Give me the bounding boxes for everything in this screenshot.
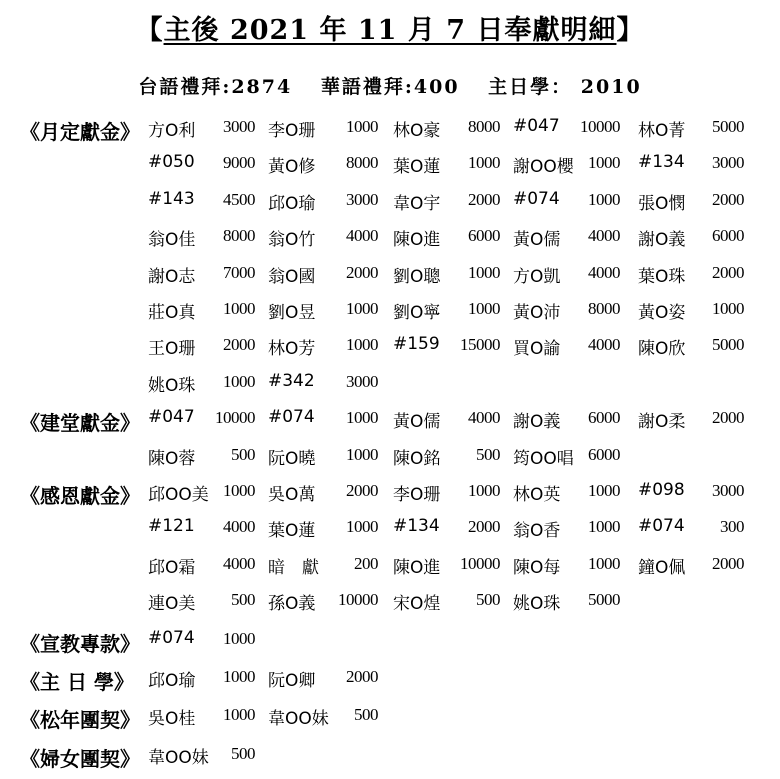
donation-row — [148, 704, 770, 740]
donor-name: 韋OO妹 — [148, 747, 209, 768]
donation-entry — [268, 704, 378, 740]
donation-rows — [148, 666, 770, 702]
section-label: 《宣教專款》 — [20, 631, 140, 656]
donor-name: #074 — [268, 407, 315, 428]
donor-name: 林O豪 — [393, 121, 441, 141]
donation-amount: 2000 — [712, 553, 744, 573]
donation-amount: 2000 — [346, 262, 378, 282]
donation-entry — [268, 407, 378, 443]
donation-entry — [513, 589, 620, 625]
donation-amount: 1000 — [468, 481, 500, 500]
donation-entry — [393, 516, 500, 552]
donor-name: 陳O銘 — [393, 448, 441, 469]
donation-entry — [268, 589, 378, 625]
donation-entry — [638, 225, 744, 261]
donation-amount: 1000 — [346, 335, 378, 355]
donation-amount: 1000 — [346, 117, 378, 136]
donor-name: 黃O姿 — [638, 302, 686, 323]
donation-entry — [513, 553, 620, 589]
donation-entry — [638, 553, 744, 589]
donation-amount: 6000 — [588, 408, 620, 428]
donation-amount: 8000 — [468, 117, 500, 136]
donation-entry — [393, 298, 500, 334]
donation-amount: 2000 — [346, 667, 378, 686]
donor-name: 阮O卿 — [268, 671, 316, 691]
donation-entry — [393, 407, 500, 443]
donation-entry — [513, 152, 620, 188]
donor-name: #074 — [638, 516, 685, 537]
donor-name: #050 — [148, 152, 195, 173]
donor-name: #121 — [148, 516, 195, 537]
donor-name: #143 — [148, 188, 195, 209]
donation-rows — [148, 480, 770, 626]
donation-amount: 1000 — [346, 408, 378, 428]
section-label: 《婦女團契》 — [20, 746, 140, 771]
donation-amount: 1000 — [346, 444, 378, 464]
donor-name: 張O憫 — [638, 193, 686, 214]
donation-row — [148, 189, 770, 225]
donation-amount: 1000 — [223, 667, 255, 686]
donation-entry — [638, 116, 744, 152]
donor-name: 陳O欣 — [638, 339, 686, 360]
donor-name: 葉O蓮 — [268, 521, 316, 542]
title-open-bracket: 【 — [135, 15, 164, 46]
donation-entry — [393, 334, 500, 370]
section-label: 《建堂獻金》 — [20, 411, 140, 436]
donation-amount: 3000 — [712, 481, 744, 500]
donor-name: 林O芳 — [268, 339, 316, 360]
donation-amount: 2000 — [712, 189, 744, 209]
donation-amount: 10000 — [580, 117, 620, 136]
donation-entry — [513, 225, 620, 261]
donation-entry — [638, 152, 744, 188]
donation-amount: 2000 — [223, 335, 255, 355]
taiwanese-worship-count: 台語禮拜:2874 — [138, 76, 293, 98]
donation-entry — [148, 407, 255, 443]
donation-rows — [148, 116, 770, 407]
donation-amount: 2000 — [712, 408, 744, 428]
donation-entry — [638, 189, 744, 225]
sunday-school-count: 主日學： 2010 — [488, 76, 642, 98]
donation-amount: 300 — [720, 517, 744, 537]
donation-entry — [268, 225, 378, 261]
donor-name: #074 — [513, 188, 560, 209]
donor-name: 邱O瑜 — [148, 671, 196, 691]
donation-entry — [148, 334, 255, 370]
donation-amount: 10000 — [338, 590, 378, 610]
donation-entry — [148, 262, 255, 298]
section-label: 《感恩獻金》 — [20, 484, 140, 508]
donor-name: 韋OO妹 — [268, 709, 329, 730]
page-title — [0, 8, 780, 47]
donation-entry — [148, 371, 255, 407]
donation-entry — [513, 516, 620, 552]
donor-name: 陳O蓉 — [148, 448, 196, 469]
donation-row — [148, 225, 770, 261]
donation-row — [148, 743, 770, 779]
donation-amount: 4000 — [588, 226, 620, 246]
donation-entry — [268, 553, 378, 589]
donor-name: #159 — [393, 334, 440, 355]
donation-entry — [513, 480, 620, 516]
donation-entry — [393, 589, 500, 625]
donation-row — [148, 628, 770, 664]
donation-amount: 1000 — [588, 517, 620, 537]
donation-rows — [148, 704, 770, 740]
donation-entry — [638, 516, 744, 552]
donation-entry — [148, 444, 255, 480]
donor-name: 翁O香 — [513, 521, 561, 542]
donation-rows — [148, 628, 770, 664]
donor-name: #074 — [148, 627, 195, 648]
donor-name: 葉O蓮 — [393, 157, 441, 178]
donation-row — [148, 553, 770, 589]
donation-row — [148, 334, 770, 370]
donation-amount: 4500 — [223, 189, 255, 209]
donation-entry — [268, 152, 378, 188]
donor-name: #134 — [393, 516, 440, 537]
donor-name: 劉O聰 — [393, 266, 441, 287]
donation-amount: 6000 — [468, 226, 500, 246]
donation-entry — [513, 298, 620, 334]
donor-name: 劉O寧 — [393, 302, 441, 323]
donor-name: 莊O真 — [148, 302, 196, 323]
donor-name: 林O菁 — [638, 121, 686, 141]
donation-amount: 4000 — [468, 408, 500, 428]
donation-entry — [148, 189, 255, 225]
donation-amount: 9000 — [223, 153, 255, 173]
donation-amount: 7000 — [223, 262, 255, 282]
donation-entry — [638, 407, 744, 443]
donation-row — [148, 152, 770, 188]
donation-amount: 500 — [476, 444, 500, 464]
donation-entry — [393, 189, 500, 225]
donor-name: 黃O儒 — [513, 230, 561, 251]
donor-name: #047 — [148, 407, 195, 428]
donation-entry — [268, 444, 378, 480]
donation-amount: 5000 — [712, 117, 744, 136]
donation-entry — [638, 298, 744, 334]
donation-entry — [148, 480, 255, 516]
donor-name: #047 — [513, 116, 560, 136]
donor-name: 黃O儒 — [393, 412, 441, 433]
donation-entry — [268, 116, 378, 152]
donor-name: #134 — [638, 152, 685, 173]
donor-name: 鐘O佩 — [638, 557, 686, 578]
donation-entry — [393, 444, 500, 480]
donor-name: 劉O昱 — [268, 302, 316, 323]
donor-name: 李O珊 — [393, 485, 441, 505]
donor-name: 黃O修 — [268, 157, 316, 178]
donor-name: 黃O沛 — [513, 302, 561, 323]
donor-name: 方O利 — [148, 121, 196, 141]
donor-name: 連O美 — [148, 594, 196, 615]
donation-entry — [148, 743, 255, 779]
donation-row — [148, 371, 770, 407]
donor-name: 陳O每 — [513, 557, 561, 578]
donation-amount: 8000 — [346, 153, 378, 173]
donation-amount: 4000 — [223, 517, 255, 537]
donation-entry — [148, 666, 255, 702]
donation-amount: 8000 — [588, 298, 620, 318]
donation-entry — [268, 666, 378, 702]
donation-rows — [148, 743, 770, 779]
donation-amount: 4000 — [346, 226, 378, 246]
donor-name: 方O凱 — [513, 266, 561, 287]
donation-amount: 10000 — [460, 553, 500, 573]
donation-amount: 8000 — [223, 226, 255, 246]
donor-name: 邱OO美 — [148, 485, 209, 505]
donation-entry — [148, 589, 255, 625]
title-close-bracket: 】 — [616, 15, 645, 46]
donor-name: 葉O珠 — [638, 266, 686, 287]
donation-amount: 1000 — [223, 371, 255, 391]
donor-name: 姚O珠 — [148, 375, 196, 396]
donation-entry — [148, 553, 255, 589]
donation-entry — [268, 480, 378, 516]
donation-amount: 1000 — [588, 553, 620, 573]
donation-amount: 10000 — [215, 408, 255, 428]
donor-name: 翁O國 — [268, 266, 316, 287]
donor-name: 翁O竹 — [268, 230, 316, 251]
section-label: 《主 日 學》 — [20, 670, 134, 694]
donation-amount: 2000 — [346, 481, 378, 500]
donor-name: 李O珊 — [268, 121, 316, 141]
donation-entry — [513, 116, 620, 152]
donor-name: 謝O義 — [638, 230, 686, 251]
donation-row — [148, 589, 770, 625]
donor-name: 王O珊 — [148, 339, 196, 360]
donation-amount: 1000 — [712, 298, 744, 318]
donor-name: 陳O進 — [393, 557, 441, 578]
donation-amount: 500 — [231, 743, 255, 763]
donation-amount: 1000 — [588, 481, 620, 500]
donation-amount: 200 — [354, 553, 378, 573]
donation-entry — [393, 262, 500, 298]
donor-name: 孫O義 — [268, 594, 316, 615]
donation-entry — [513, 334, 620, 370]
donor-name: 阮O曉 — [268, 448, 316, 469]
donor-name: 謝O志 — [148, 266, 196, 287]
donation-row — [148, 298, 770, 334]
donation-entry — [148, 225, 255, 261]
donation-entry — [148, 116, 255, 152]
donation-entry — [513, 262, 620, 298]
donation-amount: 2000 — [468, 189, 500, 209]
donation-amount: 1000 — [588, 189, 620, 209]
donation-entry — [393, 480, 500, 516]
donation-amount: 3000 — [712, 153, 744, 173]
donation-amount: 5000 — [588, 590, 620, 610]
donation-amount: 1000 — [223, 298, 255, 318]
donor-name: 暗 獻 — [268, 557, 319, 578]
donor-name: 買O諭 — [513, 339, 561, 360]
donation-entry — [513, 189, 620, 225]
donation-row — [148, 666, 770, 702]
donation-entry — [393, 152, 500, 188]
donation-amount: 4000 — [223, 553, 255, 573]
donation-amount: 1000 — [468, 262, 500, 282]
donor-name: 謝O柔 — [638, 412, 686, 433]
donation-amount: 6000 — [588, 444, 620, 464]
donation-entry — [148, 628, 255, 664]
donation-entry — [393, 553, 500, 589]
donor-name: 謝OO櫻 — [513, 157, 574, 178]
donation-entry — [148, 152, 255, 188]
donation-amount: 3000 — [346, 371, 378, 391]
donation-row — [148, 407, 770, 443]
donor-name: 姚O珠 — [513, 594, 561, 615]
donation-amount: 1000 — [346, 298, 378, 318]
donation-amount: 1000 — [223, 628, 255, 648]
donation-amount: 5000 — [712, 335, 744, 355]
donation-amount: 1000 — [223, 705, 255, 725]
donation-amount: 2000 — [712, 262, 744, 282]
donation-entry — [638, 480, 744, 516]
donor-name: 陳O進 — [393, 230, 441, 251]
donation-entry — [268, 516, 378, 552]
donor-name: 翁O佳 — [148, 230, 196, 251]
donation-entry — [638, 334, 744, 370]
donor-name: 吳O桂 — [148, 709, 196, 730]
title-text: 主後 2021 年 11 月 7 日奉獻明細 — [163, 15, 617, 46]
donation-amount: 3000 — [223, 117, 255, 136]
donation-entry — [148, 704, 255, 740]
donation-amount: 500 — [231, 444, 255, 464]
donor-name: #342 — [268, 370, 315, 391]
donor-name: 宋O煌 — [393, 594, 441, 615]
donation-amount: 500 — [231, 590, 255, 610]
donor-name: 筠OO唱 — [513, 448, 574, 469]
donation-amount: 1000 — [588, 153, 620, 173]
donation-amount: 6000 — [712, 226, 744, 246]
donation-entry — [268, 262, 378, 298]
donation-entry — [148, 516, 255, 552]
donation-amount: 15000 — [460, 335, 500, 355]
donation-amount: 500 — [354, 705, 378, 725]
donation-amount: 1000 — [346, 517, 378, 537]
donation-amount: 4000 — [588, 262, 620, 282]
donation-row — [148, 262, 770, 298]
donation-entry — [513, 444, 620, 480]
section-label: 《松年團契》 — [20, 708, 140, 733]
donation-entry — [393, 116, 500, 152]
donor-name: 韋O宇 — [393, 193, 441, 214]
donation-amount: 1000 — [468, 153, 500, 173]
donor-name: 吳O萬 — [268, 485, 316, 505]
donor-name: 邱O霜 — [148, 557, 196, 578]
donation-rows — [148, 407, 770, 480]
donor-name: 謝O義 — [513, 412, 561, 433]
donation-entry — [393, 225, 500, 261]
donation-amount: 3000 — [346, 189, 378, 209]
donor-name: 林O英 — [513, 485, 561, 505]
donation-amount: 2000 — [468, 517, 500, 537]
donation-amount: 4000 — [588, 335, 620, 355]
donation-entry — [268, 334, 378, 370]
section-label: 《月定獻金》 — [20, 120, 140, 144]
attendance-stats — [0, 72, 780, 99]
donation-amount: 1000 — [223, 481, 255, 500]
donation-entry — [638, 262, 744, 298]
donation-amount: 500 — [476, 590, 500, 610]
donation-row — [148, 480, 770, 516]
donation-row — [148, 444, 770, 480]
donation-row — [148, 516, 770, 552]
donation-row — [148, 116, 770, 152]
donation-entry — [268, 298, 378, 334]
donation-amount: 1000 — [468, 298, 500, 318]
donation-entry — [513, 407, 620, 443]
donation-entry — [268, 189, 378, 225]
donor-name: 邱O瑜 — [268, 193, 316, 214]
donation-entry — [148, 298, 255, 334]
mandarin-worship-count: 華語禮拜:400 — [320, 76, 460, 98]
donation-entry — [268, 371, 378, 407]
donor-name: #098 — [638, 480, 685, 500]
